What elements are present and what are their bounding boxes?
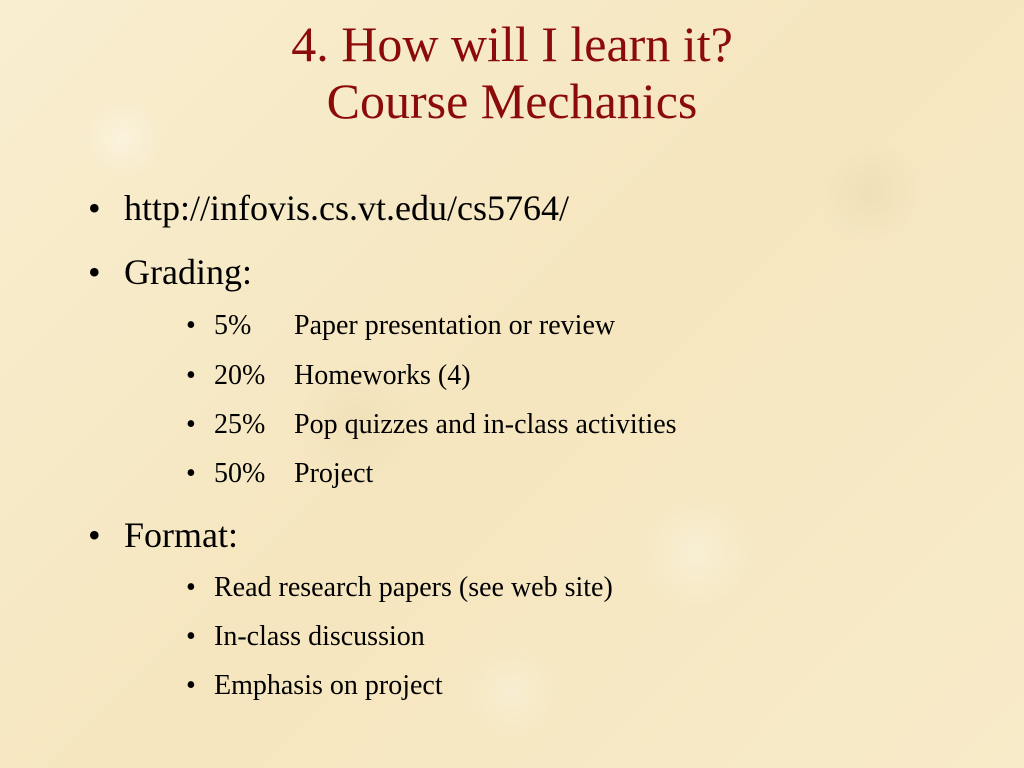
grading-item	[186, 409, 677, 441]
slide-title	[0, 16, 1024, 130]
bullet-format	[88, 515, 238, 555]
bullet-url	[88, 188, 569, 228]
bullet-icon: •	[88, 188, 101, 228]
grading-item	[186, 360, 471, 392]
format-label: Read research papers (see web site)	[214, 572, 613, 603]
bullet-icon: •	[186, 621, 196, 652]
title-line-1: 4. How will I learn it?	[291, 16, 733, 72]
bullet-icon: •	[88, 515, 101, 555]
grading-label: Project	[294, 458, 374, 489]
grading-percent: 20%	[214, 360, 266, 391]
format-item	[186, 621, 425, 653]
grading-label: Homeworks (4)	[294, 360, 471, 391]
format-item	[186, 572, 613, 604]
bullet-grading	[88, 252, 252, 292]
bullet-icon: •	[88, 252, 101, 292]
bullet-icon: •	[186, 572, 196, 603]
grading-label: Pop quizzes and in-class activities	[294, 409, 677, 440]
grading-item	[186, 310, 615, 342]
title-line-2: Course Mechanics	[326, 73, 698, 129]
format-item	[186, 670, 443, 702]
course-url[interactable]: http://infovis.cs.vt.edu/cs5764/	[124, 188, 569, 228]
grading-label: Paper presentation or review	[294, 310, 616, 341]
format-label: In-class discussion	[214, 621, 425, 652]
grading-percent: 50%	[214, 458, 266, 489]
bullet-icon: •	[186, 670, 196, 701]
grading-percent: 5%	[214, 310, 252, 341]
bullet-icon: •	[186, 310, 196, 341]
grading-heading: Grading:	[124, 252, 252, 292]
bullet-icon: •	[186, 458, 196, 489]
grading-percent: 25%	[214, 409, 266, 440]
bullet-icon: •	[186, 360, 196, 391]
format-heading: Format:	[124, 515, 238, 555]
format-label: Emphasis on project	[214, 670, 443, 701]
grading-item	[186, 458, 373, 490]
bullet-icon: •	[186, 409, 196, 440]
